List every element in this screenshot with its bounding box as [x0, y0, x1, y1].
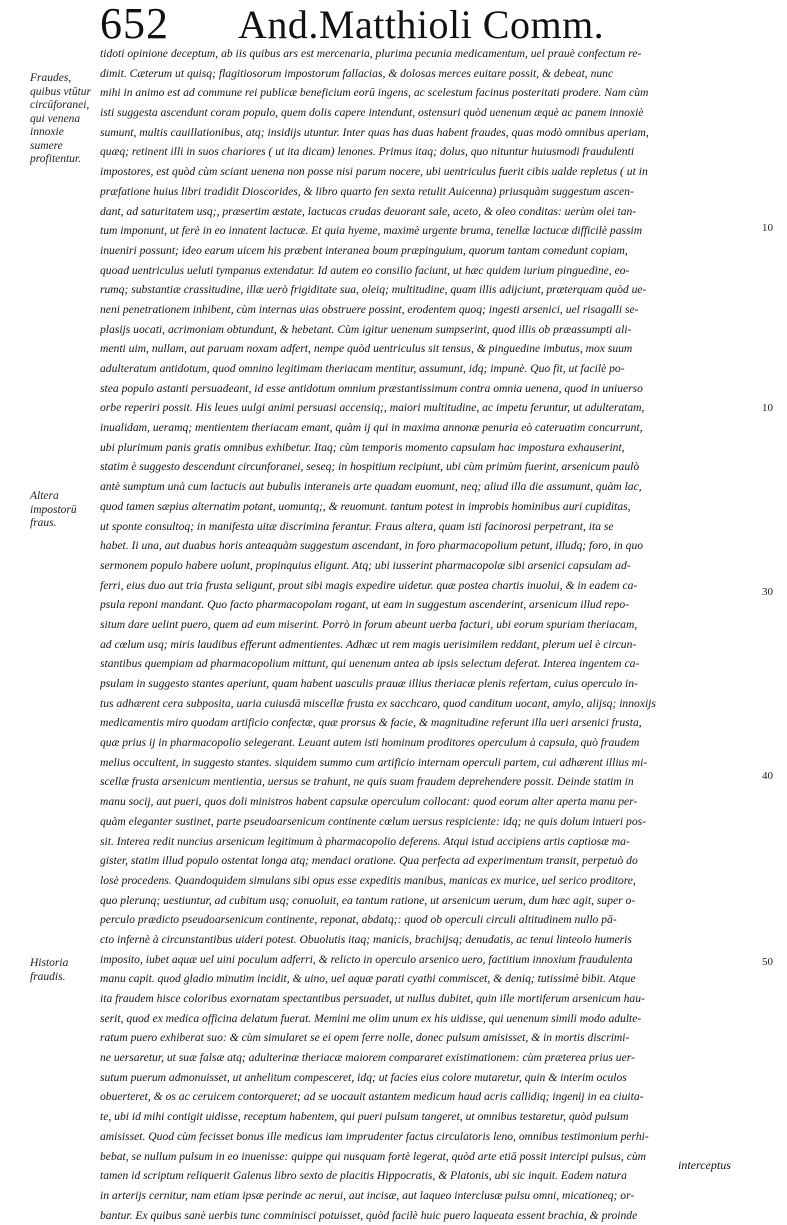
text-line: dimit. Cæterum ut quisq; flagitiosorum impostorum fallacias, & dolosas merces euitare possit, & debeat, nunc [100, 66, 614, 80]
text-line: quoad uentriculus ueluti tympanus extendatur. Id autem eo consilio faciunt, ut hæc quidem iurium pinguedine, eo- [100, 263, 630, 277]
text-line: perculo prædicto pseudoarsenicum continente, reponat, abdatq;: quod ob operculi circuli altitudinem nullo pā- [100, 913, 617, 927]
text-line: ne uersaretur, ut suæ falsæ atq; adulterinæ theriacæ maiorem compararet existimationem: cùm præterea prius uer- [100, 1051, 635, 1065]
line-number: 10 [762, 222, 773, 234]
text-line: ubi plurimum panis gratis omnibus exhibetur. Itaq; cùm temporis momento capsulam hac impostura exhauserint, [100, 440, 625, 454]
side-note-historia: Historia fraudis. [30, 957, 69, 983]
line-number: 50 [762, 956, 773, 968]
text-line: ratum puero exhiberat suo: & cùm simularet se ei opem ferre nolle, donec pulsum amisisset, & in mortis discrimi- [100, 1031, 630, 1045]
line-number: 40 [762, 770, 773, 782]
text-line: quæq; retinent illi in suos chariores ( ut ita dicam) lenones. Primus itaq; dolus, quo nituntur huiusmodi fraudulenti [100, 145, 635, 159]
text-line: rumq; substantiæ crassitudine, illæ uerò frigiditate sua, oleiq; multitudine, quam illis adijciunt, præterquam quòd ue- [100, 283, 647, 297]
side-note-altera-fraus: Altera impostorū fraus. [30, 490, 77, 529]
page-number: 652 [100, 0, 169, 48]
text-line: melius occultent, in suggesto stantes. siquidem summo cum artificio internam operculi partem, cui adhærent illius mi- [100, 755, 648, 769]
text-line: tamen id scriptum reliquerit Galenus libro sexto de placitis Hippocratis, & Platonis, ubi sic inquit. Eadem natura [100, 1169, 627, 1183]
text-line: quo plerunq; uestiuntur, ad cubitum usq; conuoluit, ea tantum ratione, ut arsenicum uerum, dum hæc agit, super o- [100, 893, 636, 907]
line-number: 30 [762, 586, 773, 598]
text-line: obuerteret, & os ac ceruicem contorqueret; ad se uocauit astantem medicum haud acris callidiq; ingenij in ea ciuita- [100, 1090, 644, 1104]
text-line: bantur. Ex quibus sanè uerbis tunc comminisci potuisset, quòd facilè huic puero laqueata essent brachia, & proinde [100, 1208, 638, 1222]
text-line: plasijs uocati, acrimoniam obtundunt, & hebetant. Cùm igitur uenenum sumpserint, quod illis ob præassumpti ali- [100, 322, 632, 336]
text-line: situm dare uelint puero, quem ad eum miserint. Porrò in forum abeunt uerba facturi, ubi eorum spuriam theriacam, [100, 617, 638, 631]
text-line: quod tamen sæpius alternatim potant, uomuntq;, & reuomunt. tantum potest in improbis hominibus auri cupiditas, [100, 499, 631, 513]
text-line: serit, quod ex medica officina delatum fuerat. Memini me olim unum ex his uidisse, qui uenenum simili modo adulte- [100, 1011, 642, 1025]
text-line: losè procedens. Quandoquidem simulans sibi opus esse expeditis manibus, manicas ex murice, uel serico proditore, [100, 873, 636, 887]
text-line: amisisset. Quod cùm fecisset bonus ille medicus iam imprudenter factus circulatoris leno, omnibus testimonium perhi- [100, 1129, 649, 1143]
text-line: adulteratum antidotum, quod omnino legitimam theriacam mentitur, assumunt, idq; impunè. Quo fit, ut facilè po- [100, 362, 625, 375]
text-line: tidoti opinione deceptum, ab iis quibus ars est mercenaria, plurima pecunia medicamentum, uel prauè confectum re- [100, 47, 642, 60]
running-head: And.Matthioli Comm. [238, 2, 605, 47]
text-line: sumunt, multis cauillationibus, atq; insidijs utuntur. Inter quas has duas habent fraudes, quas modò omnibus aperiam, [100, 125, 649, 139]
text-line: stea populo astanti persuadeant, id esse antidotum omnium præstantissimum contra omnia uenena, quod in uniuerso [100, 381, 643, 395]
text-line: sermonem populo habere uolunt, propinquius eligunt. Atq; ubi iusserint pharmacopolæ sibi arsenici capsulam ad- [100, 558, 631, 572]
text-line: habet. Ii una, aut duabus horis anteaquàm suggestum ascendant, in foro pharmacopolium petunt, illudq; foro, in quo [100, 539, 644, 553]
text-line: menti uim, nullam, aut paruam noxam adfert, nempe quòd uentriculus sit tensus, & pinguedine imbutus, mox suum [100, 342, 633, 356]
text-line: quàm eleganter sustinet, parte pseudoarsenicum continente cœlum uersus respiciente: idq; ne quis dolum intueri pos- [100, 814, 647, 828]
text-line: tus adhærent cera subposita, uaria cuiusdā miscellæ frusta ex sacchcaro, quod canditum uocant, amylo, alijsq; innoxijs [100, 696, 656, 710]
text-line: manu capit. quod gladio minutim incidit, & uino, uel aquæ parati cyathi commiscet, & deniq; tutissimè bibit. Atque [100, 972, 636, 986]
body-text [100, 44, 762, 1225]
text-line: orbe reperiri possit. His leues uulgi animi persuasi accensiq;, maiori multitudine, ac impetu feruntur, ut adulteratam, [100, 401, 645, 415]
text-line: neni penetrationem inhibent, cùm internas uias obstruere possint, erodentem quoq; ingesti arsenici, uel risagalli se- [100, 302, 639, 316]
side-note-fraudes: Fraudes, quibus vtūtur circūforanei, qui venena innoxie sumere profitentur. [30, 72, 92, 165]
text-line: ad cœlum usq; miris laudibus efferunt admentientes. Adhæc ut rem magis uerisimilem reddant, plerum uel è circun- [100, 637, 637, 651]
text-line: scellæ frusta arsenicum mentientia, uersus se trahunt, ne quis suam fraudem deprehendere possit. Deinde statim in [100, 775, 634, 789]
text-line: sit. Interea redit nuncius arsenicum legitimum à pharmacopolio deferens. Atqui istud accipiens artis captiosæ ma- [100, 834, 630, 848]
text-line: tum imponunt, ut ferè in eo innatent lactucæ. Et quia hyeme, maximè urgente bruma, tenellæ lactucæ difficilè passim [100, 224, 643, 238]
text-line: præfatione huius libri tradidit Dioscorides, & libro quarto fen sexta retulit Auicenna) priusquàm suggestum ascen- [100, 184, 634, 198]
text-line: imposito, iubet aquæ uel uini poculum adferri, & relicto in operculo arsenico uero, factitium innoxium fraudulenta [100, 952, 633, 966]
text-line: in arterijs cernitur, nam etiam ipsæ perinde ac nerui, aut incisæ, aut laqueo interclusæ pulsu omni, micationeq; or- [100, 1188, 635, 1202]
text-line: manu socij, aut pueri, quos doli ministros habent capsulæ operculum collocant: quod eorum alter aperta manu per- [100, 795, 638, 809]
text-line: mihi in animo est ad commune rei publicæ beneficium eorū ingens, ac scelestum facinus posteritati prodere. Nam cùm [100, 86, 649, 100]
text-line: isti suggesta ascendunt coram populo, quem dolis capere intendunt, ostensuri quòd uenenum æquè ac panem innoxiè [100, 106, 644, 120]
text-line: te, ubi id mihi contigit uidisse, receptum habentem, qui pueri pulsum tangeret, ut omnibus testaretur, quòd pulsum [100, 1110, 629, 1124]
text-line: ut sponte consultoq; in manifesta uitæ discrimina ferantur. Fraus altera, quam isti facinorosi perpetrant, ita se [100, 519, 614, 533]
text-line: ferri, eius duo aut tria frusta seligunt, prout sibi magis expedire uidetur. quæ postea chartis inuolui, & in eadem ca- [100, 578, 638, 592]
text-line: statim è suggesto descendunt circunforanei, seseq; in hospitium recipiunt, ubi cùm primùm fuerint, arsenicum paulò [100, 460, 640, 474]
text-line: gister, statim illud populo ostentat longa atq; mendaci oratione. Qua perfecta ad experimentum transit, perpetuò do [100, 854, 638, 868]
text-line: quæ prius ij in pharmacopolio selegerant. Leuant autem isti hominum proditores operculum à capsula, quò fraudem [100, 736, 640, 750]
text-line: cto infernè à circunstantibus uideri potest. Obuolutis itaq; manicis, brachijsq; denudatis, ac tenui linteolo humeris [100, 932, 632, 946]
text-line: inueniri possunt; ideo earum uicem his præbent interanea boum præpinguium, quorum tantam comedunt copiam, [100, 243, 628, 257]
text-line: antè sumptum unà cum lactucis aut bubulis interaneis arte quadam euomunt, neq; aliud illa die assumunt, quàm lac, [100, 480, 642, 494]
text-line: psula reponi mandant. Quo facto pharmacopolam rogant, ut eam in suggestum ascenderint, arsenicum illud repo- [100, 598, 630, 612]
text-line: bebat, se nullum pulsum in eo inuenisse: quippe qui nusquam fortè legerat, quòd arte etiā possit intercipi pulsus, cùm [100, 1149, 647, 1163]
text-line: psulam in suggesto stantes aperiunt, quam habent uasculis prauæ illius theriacæ plenis refertam, cuius operculo in- [100, 677, 638, 690]
text-line: ita fraudem hisce coloribus exornatam spectantibus persuadet, ut nullus dubitet, quin ille mortiferum arsenicum hau- [100, 992, 645, 1005]
catchword: interceptus [678, 1158, 731, 1172]
text-line: medicamentis miro quodam artificio confectæ, quæ prorsus & facie, & magnitudine referunt illa ueri arsenici frusta, [100, 716, 642, 730]
text-line: impostores, est quòd cùm sciant uenena non posse nisi parum nocere, ubi uentriculus fuerit cibis ualde repletus ( ut in [100, 165, 648, 179]
text-line: inualidam, ueramq; mentientem theriacam emant, quàm ij qui in maxima annonæ penuria eò cateruatim concurrunt, [100, 421, 643, 435]
text-line: dant, ad saturitatem usq;, præsertim æstate, lactucas crudas deuorant sale, aceto, & oleo conditas: uerùm olei tan- [100, 204, 637, 218]
text-line: sutum puerum admonuisset, ut anhelitum compesceret, idq; ut facies eius colore mutaretur, quin & interim oculos [100, 1070, 627, 1084]
text-line: stantibus quempiam ad pharmacopolium mittunt, qui uenenum antea ab ipsis selectum deferat. Interea ingentem ca- [100, 657, 640, 671]
line-number: 10 [762, 402, 773, 414]
